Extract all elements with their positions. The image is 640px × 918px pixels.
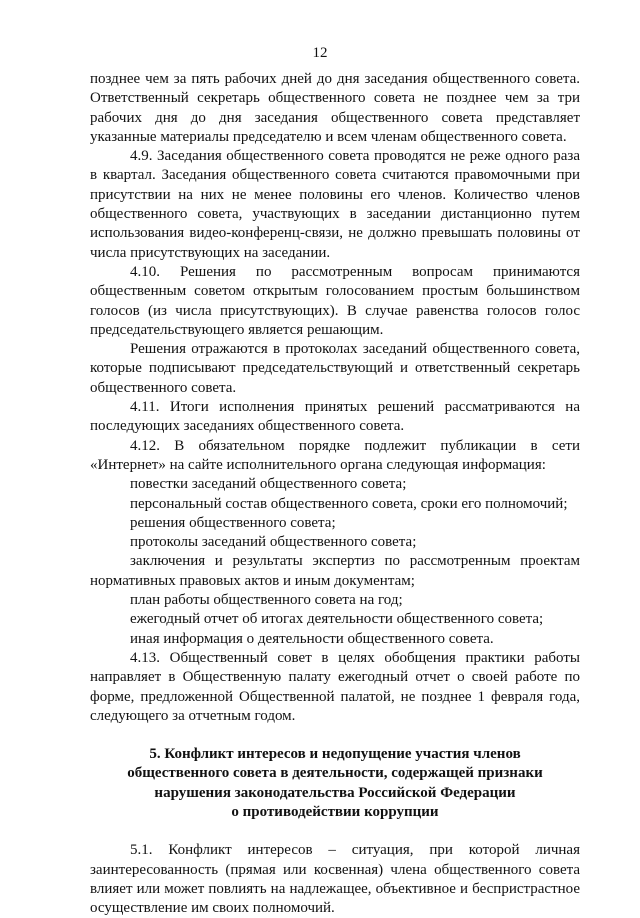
- paragraph-4-12: 4.12. В обязательном порядке подлежит публикации в сети «Интернет» на сайте исполнительного органа следующая информация:: [90, 437, 580, 473]
- spacer: [90, 822, 580, 841]
- list-item-work-plan: план работы общественного совета на год;: [130, 592, 403, 609]
- list-item-other-info: иная информация о деятельности общественного совета.: [130, 630, 494, 647]
- document-body: [90, 70, 580, 918]
- paragraph-4-10: 4.10. Решения по рассмотренным вопросам принимаются общественным советом открытым голосованием простым большинством голосов (из числа присутствующих). В случае равенства голосов голос председательствующего является решающим.: [90, 263, 580, 338]
- paragraph-4-13: 4.13. Общественный совет в целях обобщения практики работы направляет в Общественную палату ежегодный отчет о своей работе по форме, предложенной Общественной палатой, не позднее 1 февраля года, следующего за отчетным годом.: [90, 649, 580, 724]
- paragraph-4-9: 4.9. Заседания общественного совета проводятся не реже одного раза в квартал. Заседания общественного совета считаются правомочными при присутствии на них не менее половины его членов. Количество членов общественного совета, участвующих в заседании дистанционно путем использования видео-конференц-связи, не должно превышать половины от числа присутствующих на заседании.: [90, 148, 580, 261]
- paragraph-continuation: позднее чем за пять рабочих дней до дня заседания общественного совета. Ответственный секретарь общественного совета не позднее чем за три рабочих дня до дня заседания общественного совета представляет указанные материалы председателю и всем членам общественного совета.: [90, 71, 580, 145]
- list-item-protocols: протоколы заседаний общественного совета;: [130, 534, 417, 551]
- section-heading-line: нарушения законодательства Российской Федерации: [154, 784, 516, 801]
- paragraph-4-11: 4.11. Итоги исполнения принятых решений рассматриваются на последующих заседаниях общественного совета.: [90, 399, 580, 435]
- section-heading-line: общественного совета в деятельности, содержащей признаки: [127, 765, 543, 782]
- list-item-annual-report: ежегодный отчет об итогах деятельности общественного совета;: [130, 611, 544, 628]
- list-item-expertise: заключения и результаты экспертиз по рассмотренным проектам нормативных правовых актов и иным документам;: [90, 553, 580, 589]
- list-item-composition: персональный состав общественного совета, сроки его полномочий;: [130, 495, 568, 512]
- spacer: [90, 726, 580, 745]
- section-heading-line: о противодействии коррупции: [231, 803, 439, 820]
- list-item-decisions: решения общественного совета;: [130, 514, 336, 531]
- paragraph-5-1: 5.1. Конфликт интересов – ситуация, при которой личная заинтересованность (прямая или косвенная) члена общественного совета влияет или может повлиять на надлежащее, объективное и беспристрастное осуществление им своих полномочий.: [90, 842, 580, 917]
- section-heading-line: 5. Конфликт интересов и недопущение участия членов: [149, 746, 521, 763]
- section-heading: [90, 745, 580, 822]
- page-number: 12: [312, 45, 328, 61]
- list-item-agenda: повестки заседаний общественного совета;: [130, 476, 407, 493]
- paragraph-decisions: Решения отражаются в протоколах заседаний общественного совета, которые подписывают председательствующий и ответственный секретарь общественного совета.: [90, 341, 580, 396]
